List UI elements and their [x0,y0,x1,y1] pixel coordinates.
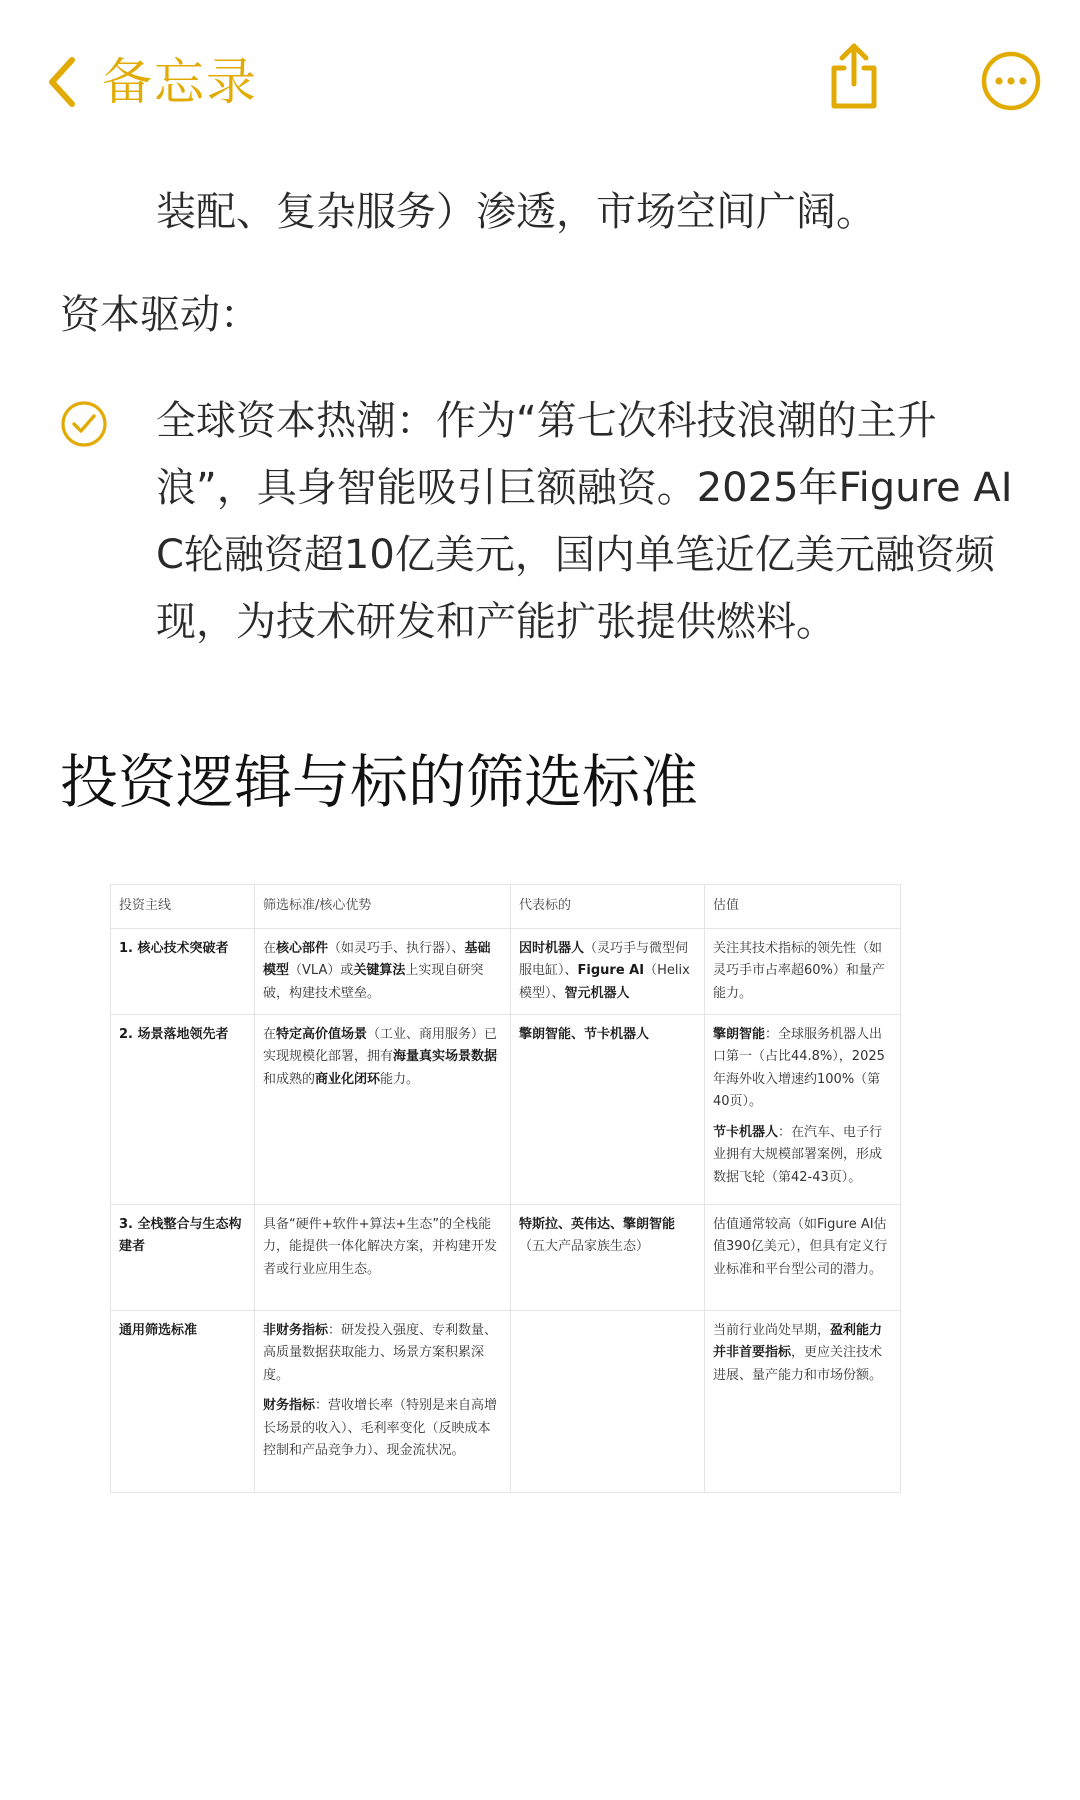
more-icon[interactable] [980,50,1042,112]
table-header-cell: 投资主线 [111,885,255,929]
section-heading: 投资逻辑与标的筛选标准 [60,748,699,816]
table-cell: 3. 全栈整合与生态构建者 [111,1204,255,1310]
table-header-cell: 估值 [705,885,901,929]
checklist-item-text: 全球资本热潮：作为“第七次科技浪潮的主升浪”，具身智能吸引巨额融资。2025年Figure AI C轮融资超10亿美元，国内单笔近亿美元融资频现，为技术研发和产能扩张提供燃料。 [156,398,1013,645]
checkmark-circle-icon[interactable] [60,400,108,448]
table-cell: 2. 场景落地领先者 [111,1014,255,1204]
note-text-line: 装配、复杂服务）渗透，市场空间广阔。 [156,189,876,235]
table-row [111,1014,901,1204]
table-row [111,1310,901,1492]
table-cell: 在特定高价值场景（工业、商用服务）已实现规模化部署，拥有海量真实场景数据和成熟的商业化闭环能力。 [255,1014,511,1204]
table-cell: 具备“硬件+软件+算法+生态”的全栈能力，能提供一体化解决方案，并构建开发者或行业应用生态。 [255,1204,511,1310]
table-cell: 关注其技术指标的领先性（如灵巧手市占率超60%）和量产能力。 [705,928,901,1014]
back-label: 备忘录 [102,53,258,111]
table-cell: 擎朗智能：全球服务机器人出口第一（占比44.8%），2025年海外收入增速约100%（第40页）。 节卡机器人：在汽车、电子行业拥有大规模部署案例，形成数据飞轮（第42-43页）。 [705,1014,901,1204]
share-icon[interactable] [826,42,882,112]
table-cell: 估值通常较高（如Figure AI估值390亿美元），但具有定义行业标准和平台型公司的潜力。 [705,1204,901,1310]
back-button[interactable] [44,50,258,114]
table-cell [511,1310,705,1492]
table-cell: 擎朗智能、节卡机器人 [511,1014,705,1204]
table-cell: 通用筛选标准 [111,1310,255,1492]
table-row [111,1204,901,1310]
table-cell: 当前行业尚处早期，盈利能力并非首要指标，更应关注技术进展、量产能力和市场份额。 [705,1310,901,1492]
table-cell: 在核心部件（如灵巧手、执行器）、基础模型（VLA）或关键算法上实现自研突破，构建技术壁垒。 [255,928,511,1014]
table-cell: 因时机器人（灵巧手与微型伺服电缸）、Figure AI（Helix模型）、智元机器人 [511,928,705,1014]
table-cell: 非财务指标：研发投入强度、专利数量、高质量数据获取能力、场景方案积累深度。 财务指标：营收增长率（特别是来自高增长场景的收入）、毛利率变化（反映成本控制和产品竞争力）、现金流状况。 [255,1310,511,1492]
table-header-row [111,885,901,929]
section-label: 资本驱动： [60,292,260,338]
table-cell: 1. 核心技术突破者 [111,928,255,1014]
navigation-bar [0,0,1080,160]
embedded-table-image[interactable] [110,884,900,1493]
table-cell: 特斯拉、英伟达、擎朗智能 （五大产品家族生态） [511,1204,705,1310]
investment-table [110,884,901,1493]
table-header-cell: 代表标的 [511,885,705,929]
chevron-left-icon [44,54,80,110]
table-header-cell: 筛选标准/核心优势 [255,885,511,929]
table-row [111,928,901,1014]
